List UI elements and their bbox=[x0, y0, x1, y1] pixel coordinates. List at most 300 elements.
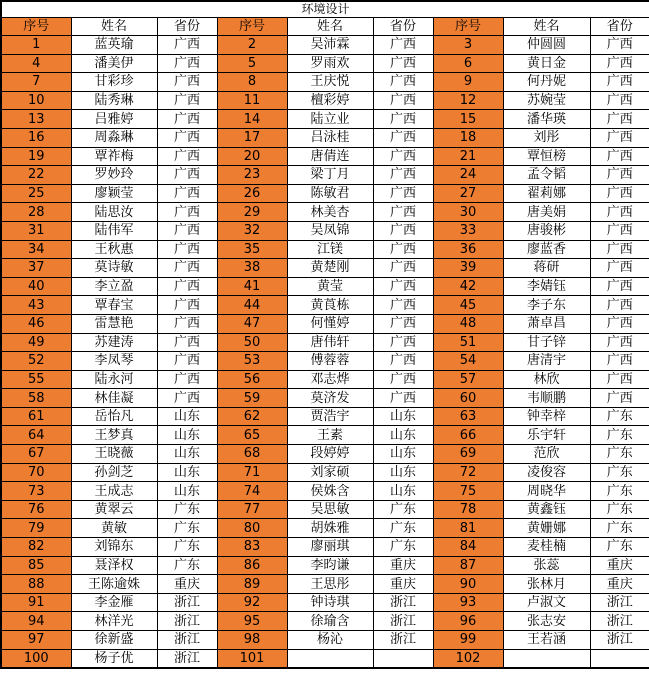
name-cell: 王素 bbox=[287, 426, 373, 445]
table-row bbox=[1, 277, 649, 296]
province-cell: 广西 bbox=[590, 240, 649, 259]
name-cell: 吕雅婷 bbox=[71, 110, 157, 129]
serial-cell: 24 bbox=[433, 166, 503, 185]
province-cell: 广西 bbox=[157, 54, 217, 73]
name-cell: 黄鑫钰 bbox=[503, 500, 590, 519]
name-cell: 黄楚刚 bbox=[287, 259, 373, 278]
serial-cell: 20 bbox=[217, 147, 287, 166]
serial-cell: 53 bbox=[217, 352, 287, 371]
table-row bbox=[1, 314, 649, 333]
serial-cell: 8 bbox=[217, 73, 287, 92]
province-cell: 广东 bbox=[590, 426, 649, 445]
serial-cell: 55 bbox=[1, 370, 71, 389]
province-cell: 广西 bbox=[590, 296, 649, 315]
serial-cell: 38 bbox=[217, 259, 287, 278]
serial-cell: 44 bbox=[217, 296, 287, 315]
province-cell: 山东 bbox=[373, 407, 433, 426]
serial-cell: 102 bbox=[433, 649, 503, 668]
name-cell: 罗妙玲 bbox=[71, 166, 157, 185]
serial-cell: 81 bbox=[433, 519, 503, 538]
name-cell: 王庆悦 bbox=[287, 73, 373, 92]
serial-cell: 66 bbox=[433, 426, 503, 445]
table-row bbox=[1, 556, 649, 575]
name-cell: 吕泳桂 bbox=[287, 128, 373, 147]
name-cell bbox=[287, 649, 373, 668]
name-cell: 杨沁 bbox=[287, 631, 373, 650]
province-cell: 广西 bbox=[373, 73, 433, 92]
province-cell: 广西 bbox=[590, 166, 649, 185]
province-cell: 广东 bbox=[157, 500, 217, 519]
serial-cell: 29 bbox=[217, 203, 287, 222]
name-cell: 黄莹 bbox=[287, 277, 373, 296]
table-row bbox=[1, 612, 649, 631]
serial-cell: 32 bbox=[217, 221, 287, 240]
name-cell: 乐宇轩 bbox=[503, 426, 590, 445]
name-cell: 周淼琳 bbox=[71, 128, 157, 147]
name-cell: 李立盈 bbox=[71, 277, 157, 296]
name-cell: 黄翠云 bbox=[71, 500, 157, 519]
serial-cell: 30 bbox=[433, 203, 503, 222]
province-cell: 广西 bbox=[373, 296, 433, 315]
province-cell: 广西 bbox=[590, 147, 649, 166]
table-row bbox=[1, 54, 649, 73]
serial-cell: 52 bbox=[1, 352, 71, 371]
province-cell: 广西 bbox=[373, 352, 433, 371]
province-cell: 广西 bbox=[157, 147, 217, 166]
name-cell: 李凤琴 bbox=[71, 352, 157, 371]
serial-cell: 27 bbox=[433, 184, 503, 203]
table-row bbox=[1, 36, 649, 55]
table-row bbox=[1, 500, 649, 519]
serial-cell: 17 bbox=[217, 128, 287, 147]
serial-cell: 9 bbox=[433, 73, 503, 92]
province-cell: 广西 bbox=[373, 203, 433, 222]
name-cell: 林洋光 bbox=[71, 612, 157, 631]
province-cell: 浙江 bbox=[590, 593, 649, 612]
table-row bbox=[1, 147, 649, 166]
serial-cell: 40 bbox=[1, 277, 71, 296]
serial-cell: 35 bbox=[217, 240, 287, 259]
table-row bbox=[1, 221, 649, 240]
name-cell: 邓志烨 bbox=[287, 370, 373, 389]
province-cell: 重庆 bbox=[373, 575, 433, 594]
province-cell: 广西 bbox=[590, 221, 649, 240]
name-cell: 贾浩宇 bbox=[287, 407, 373, 426]
name-cell: 陆伟军 bbox=[71, 221, 157, 240]
province-cell: 山东 bbox=[157, 463, 217, 482]
province-cell: 广西 bbox=[373, 240, 433, 259]
province-cell: 广西 bbox=[157, 277, 217, 296]
name-cell: 廖蓝香 bbox=[503, 240, 590, 259]
table-row bbox=[1, 91, 649, 110]
column-header-province: 省份 bbox=[373, 18, 433, 36]
province-cell: 广西 bbox=[373, 166, 433, 185]
serial-cell: 72 bbox=[433, 463, 503, 482]
header-row bbox=[1, 18, 649, 36]
province-cell: 广东 bbox=[590, 538, 649, 557]
province-cell: 广西 bbox=[157, 203, 217, 222]
serial-cell: 41 bbox=[217, 277, 287, 296]
name-cell: 孙剑芝 bbox=[71, 463, 157, 482]
province-cell: 浙江 bbox=[157, 649, 217, 668]
province-cell: 广西 bbox=[157, 314, 217, 333]
province-cell: 广西 bbox=[157, 73, 217, 92]
serial-cell: 28 bbox=[1, 203, 71, 222]
province-cell bbox=[590, 649, 649, 668]
name-cell: 萧卓昌 bbox=[503, 314, 590, 333]
table-row bbox=[1, 166, 649, 185]
table-body bbox=[1, 36, 649, 669]
name-cell: 甘子锌 bbox=[503, 333, 590, 352]
table-row bbox=[1, 352, 649, 371]
province-cell: 广西 bbox=[590, 54, 649, 73]
name-cell: 黄日金 bbox=[503, 54, 590, 73]
province-cell: 重庆 bbox=[157, 575, 217, 594]
name-cell: 陆立业 bbox=[287, 110, 373, 129]
name-cell: 王若涵 bbox=[503, 631, 590, 650]
name-cell: 黄敏 bbox=[71, 519, 157, 538]
table-row bbox=[1, 296, 649, 315]
serial-cell: 56 bbox=[217, 370, 287, 389]
province-cell: 广西 bbox=[157, 221, 217, 240]
serial-cell: 59 bbox=[217, 389, 287, 408]
province-cell: 广西 bbox=[373, 91, 433, 110]
name-cell: 王晓薇 bbox=[71, 445, 157, 464]
name-cell: 覃春宝 bbox=[71, 296, 157, 315]
serial-cell: 69 bbox=[433, 445, 503, 464]
table-row bbox=[1, 649, 649, 668]
name-cell: 韦顺鹏 bbox=[503, 389, 590, 408]
name-cell: 潘华瑛 bbox=[503, 110, 590, 129]
name-cell: 覃祚梅 bbox=[71, 147, 157, 166]
serial-cell: 85 bbox=[1, 556, 71, 575]
name-cell: 陈敏君 bbox=[287, 184, 373, 203]
province-cell: 广西 bbox=[373, 128, 433, 147]
province-cell: 广西 bbox=[157, 240, 217, 259]
province-cell: 浙江 bbox=[157, 593, 217, 612]
province-cell: 山东 bbox=[157, 482, 217, 501]
serial-cell: 67 bbox=[1, 445, 71, 464]
table-row bbox=[1, 463, 649, 482]
name-cell: 王思彤 bbox=[287, 575, 373, 594]
name-cell: 傅蓉蓉 bbox=[287, 352, 373, 371]
serial-cell: 12 bbox=[433, 91, 503, 110]
table-row bbox=[1, 631, 649, 650]
province-cell: 广西 bbox=[157, 91, 217, 110]
title-row bbox=[1, 1, 649, 18]
name-cell: 王梦真 bbox=[71, 426, 157, 445]
column-header-name: 姓名 bbox=[287, 18, 373, 36]
province-cell: 广西 bbox=[373, 370, 433, 389]
province-cell: 山东 bbox=[157, 426, 217, 445]
serial-cell: 93 bbox=[433, 593, 503, 612]
province-cell: 广东 bbox=[157, 519, 217, 538]
province-cell: 广西 bbox=[590, 314, 649, 333]
province-cell: 广东 bbox=[590, 519, 649, 538]
province-cell: 广东 bbox=[590, 407, 649, 426]
column-header-name: 姓名 bbox=[71, 18, 157, 36]
name-cell: 林欣 bbox=[503, 370, 590, 389]
province-cell: 广西 bbox=[590, 389, 649, 408]
name-cell: 孟令韬 bbox=[503, 166, 590, 185]
serial-cell: 54 bbox=[433, 352, 503, 371]
province-cell: 山东 bbox=[373, 426, 433, 445]
serial-cell: 26 bbox=[217, 184, 287, 203]
serial-cell: 96 bbox=[433, 612, 503, 631]
province-cell: 广西 bbox=[157, 166, 217, 185]
province-cell: 广西 bbox=[590, 370, 649, 389]
serial-cell: 36 bbox=[433, 240, 503, 259]
name-cell: 钟诗琪 bbox=[287, 593, 373, 612]
province-cell: 山东 bbox=[157, 445, 217, 464]
name-cell: 徐瑜含 bbox=[287, 612, 373, 631]
table-row bbox=[1, 389, 649, 408]
column-header-name: 姓名 bbox=[503, 18, 590, 36]
province-cell: 浙江 bbox=[590, 612, 649, 631]
table-title: 环境设计 bbox=[1, 1, 649, 18]
name-cell: 麦桂楠 bbox=[503, 538, 590, 557]
serial-cell: 99 bbox=[433, 631, 503, 650]
serial-cell: 98 bbox=[217, 631, 287, 650]
name-cell: 刘家硕 bbox=[287, 463, 373, 482]
province-cell: 广东 bbox=[373, 538, 433, 557]
province-cell: 广东 bbox=[157, 556, 217, 575]
serial-cell: 43 bbox=[1, 296, 71, 315]
serial-cell: 76 bbox=[1, 500, 71, 519]
province-cell: 广西 bbox=[373, 277, 433, 296]
name-cell: 唐美娟 bbox=[503, 203, 590, 222]
table-row bbox=[1, 370, 649, 389]
province-cell: 广东 bbox=[590, 463, 649, 482]
serial-cell: 18 bbox=[433, 128, 503, 147]
province-cell: 广西 bbox=[590, 333, 649, 352]
name-cell: 罗雨欢 bbox=[287, 54, 373, 73]
serial-cell: 90 bbox=[433, 575, 503, 594]
table-row bbox=[1, 407, 649, 426]
province-cell: 广西 bbox=[373, 110, 433, 129]
province-cell: 广西 bbox=[157, 333, 217, 352]
table-row bbox=[1, 333, 649, 352]
name-cell: 刘锦东 bbox=[71, 538, 157, 557]
name-cell: 雷慧艳 bbox=[71, 314, 157, 333]
serial-cell: 65 bbox=[217, 426, 287, 445]
serial-cell: 21 bbox=[433, 147, 503, 166]
name-cell: 李婧钰 bbox=[503, 277, 590, 296]
province-cell: 山东 bbox=[373, 445, 433, 464]
serial-cell: 37 bbox=[1, 259, 71, 278]
serial-cell: 39 bbox=[433, 259, 503, 278]
serial-cell: 22 bbox=[1, 166, 71, 185]
name-cell: 江镁 bbox=[287, 240, 373, 259]
province-cell: 广西 bbox=[373, 36, 433, 55]
name-cell: 潘美伊 bbox=[71, 54, 157, 73]
province-cell: 广西 bbox=[590, 184, 649, 203]
serial-cell: 1 bbox=[1, 36, 71, 55]
province-cell bbox=[373, 649, 433, 668]
serial-cell: 15 bbox=[433, 110, 503, 129]
serial-cell: 58 bbox=[1, 389, 71, 408]
province-cell: 浙江 bbox=[157, 631, 217, 650]
province-cell: 重庆 bbox=[590, 575, 649, 594]
province-cell: 广东 bbox=[373, 500, 433, 519]
province-cell: 山东 bbox=[373, 463, 433, 482]
name-cell: 杨子优 bbox=[71, 649, 157, 668]
province-cell: 广西 bbox=[590, 91, 649, 110]
serial-cell: 51 bbox=[433, 333, 503, 352]
serial-cell: 33 bbox=[433, 221, 503, 240]
name-cell: 何慬婷 bbox=[287, 314, 373, 333]
serial-cell: 73 bbox=[1, 482, 71, 501]
province-cell: 广西 bbox=[590, 352, 649, 371]
name-cell: 李子东 bbox=[503, 296, 590, 315]
name-cell: 张蕊 bbox=[503, 556, 590, 575]
serial-cell: 86 bbox=[217, 556, 287, 575]
province-cell: 广东 bbox=[590, 445, 649, 464]
serial-cell: 49 bbox=[1, 333, 71, 352]
serial-cell: 10 bbox=[1, 91, 71, 110]
name-cell: 刘彤 bbox=[503, 128, 590, 147]
province-cell: 广西 bbox=[157, 110, 217, 129]
name-cell: 周晓华 bbox=[503, 482, 590, 501]
column-header-serial: 序号 bbox=[217, 18, 287, 36]
serial-cell: 97 bbox=[1, 631, 71, 650]
province-cell: 广西 bbox=[373, 259, 433, 278]
name-cell: 翟莉娜 bbox=[503, 184, 590, 203]
table-row bbox=[1, 593, 649, 612]
name-cell: 苏婉莹 bbox=[503, 91, 590, 110]
serial-cell: 74 bbox=[217, 482, 287, 501]
province-cell: 广西 bbox=[373, 147, 433, 166]
serial-cell: 2 bbox=[217, 36, 287, 55]
name-cell: 陆思汝 bbox=[71, 203, 157, 222]
province-cell: 浙江 bbox=[373, 631, 433, 650]
column-header-province: 省份 bbox=[590, 18, 649, 36]
table-row bbox=[1, 128, 649, 147]
serial-cell: 89 bbox=[217, 575, 287, 594]
province-cell: 广西 bbox=[157, 36, 217, 55]
serial-cell: 62 bbox=[217, 407, 287, 426]
name-cell: 岳怡凡 bbox=[71, 407, 157, 426]
serial-cell: 92 bbox=[217, 593, 287, 612]
name-cell: 胡姝雅 bbox=[287, 519, 373, 538]
province-cell: 重庆 bbox=[373, 556, 433, 575]
serial-cell: 34 bbox=[1, 240, 71, 259]
serial-cell: 16 bbox=[1, 128, 71, 147]
column-header-province: 省份 bbox=[157, 18, 217, 36]
name-cell: 林美杏 bbox=[287, 203, 373, 222]
name-cell: 莫诗敏 bbox=[71, 259, 157, 278]
column-header-serial: 序号 bbox=[1, 18, 71, 36]
province-cell: 广西 bbox=[590, 277, 649, 296]
table-row bbox=[1, 240, 649, 259]
province-cell: 广西 bbox=[373, 221, 433, 240]
serial-cell: 91 bbox=[1, 593, 71, 612]
name-cell: 甘彩珍 bbox=[71, 73, 157, 92]
province-cell: 广西 bbox=[157, 128, 217, 147]
province-cell: 广西 bbox=[157, 296, 217, 315]
serial-cell: 7 bbox=[1, 73, 71, 92]
serial-cell: 77 bbox=[217, 500, 287, 519]
serial-cell: 84 bbox=[433, 538, 503, 557]
serial-cell: 13 bbox=[1, 110, 71, 129]
name-cell: 唐骏彬 bbox=[503, 221, 590, 240]
serial-cell: 23 bbox=[217, 166, 287, 185]
province-cell: 广西 bbox=[590, 110, 649, 129]
table-row bbox=[1, 184, 649, 203]
province-cell: 浙江 bbox=[373, 593, 433, 612]
name-cell: 黄莨栋 bbox=[287, 296, 373, 315]
serial-cell: 6 bbox=[433, 54, 503, 73]
province-cell: 浙江 bbox=[157, 612, 217, 631]
province-cell: 广西 bbox=[157, 184, 217, 203]
serial-cell: 83 bbox=[217, 538, 287, 557]
serial-cell: 25 bbox=[1, 184, 71, 203]
serial-cell: 75 bbox=[433, 482, 503, 501]
name-cell: 侯姝含 bbox=[287, 482, 373, 501]
name-cell: 莫济发 bbox=[287, 389, 373, 408]
name-cell: 王陈逾姝 bbox=[71, 575, 157, 594]
serial-cell: 60 bbox=[433, 389, 503, 408]
serial-cell: 87 bbox=[433, 556, 503, 575]
table-row bbox=[1, 538, 649, 557]
table-row bbox=[1, 445, 649, 464]
name-cell: 吴思敏 bbox=[287, 500, 373, 519]
column-header-serial: 序号 bbox=[433, 18, 503, 36]
serial-cell: 31 bbox=[1, 221, 71, 240]
province-cell: 广东 bbox=[590, 482, 649, 501]
table-row bbox=[1, 73, 649, 92]
province-cell: 广西 bbox=[373, 184, 433, 203]
serial-cell: 11 bbox=[217, 91, 287, 110]
name-cell bbox=[503, 649, 590, 668]
province-cell: 广东 bbox=[590, 500, 649, 519]
serial-cell: 68 bbox=[217, 445, 287, 464]
name-cell: 唐伟轩 bbox=[287, 333, 373, 352]
table-row bbox=[1, 482, 649, 501]
name-cell: 唐清宇 bbox=[503, 352, 590, 371]
province-cell: 广西 bbox=[590, 259, 649, 278]
province-cell: 广西 bbox=[590, 36, 649, 55]
table-row bbox=[1, 575, 649, 594]
name-cell: 卢淑文 bbox=[503, 593, 590, 612]
name-cell: 凌俊容 bbox=[503, 463, 590, 482]
table-row bbox=[1, 203, 649, 222]
table-row bbox=[1, 259, 649, 278]
name-cell: 张林月 bbox=[503, 575, 590, 594]
serial-cell: 46 bbox=[1, 314, 71, 333]
serial-cell: 48 bbox=[433, 314, 503, 333]
serial-cell: 64 bbox=[1, 426, 71, 445]
name-cell: 檀彩婷 bbox=[287, 91, 373, 110]
name-cell: 王秋惠 bbox=[71, 240, 157, 259]
serial-cell: 19 bbox=[1, 147, 71, 166]
serial-cell: 61 bbox=[1, 407, 71, 426]
serial-cell: 95 bbox=[217, 612, 287, 631]
name-cell: 李金雁 bbox=[71, 593, 157, 612]
serial-cell: 80 bbox=[217, 519, 287, 538]
serial-cell: 5 bbox=[217, 54, 287, 73]
serial-cell: 70 bbox=[1, 463, 71, 482]
name-cell: 徐新盛 bbox=[71, 631, 157, 650]
name-cell: 苏建涛 bbox=[71, 333, 157, 352]
province-cell: 广西 bbox=[373, 333, 433, 352]
serial-cell: 88 bbox=[1, 575, 71, 594]
name-cell: 钟幸梓 bbox=[503, 407, 590, 426]
province-cell: 广西 bbox=[590, 128, 649, 147]
name-cell: 聂泽权 bbox=[71, 556, 157, 575]
serial-cell: 78 bbox=[433, 500, 503, 519]
province-cell: 广西 bbox=[373, 54, 433, 73]
